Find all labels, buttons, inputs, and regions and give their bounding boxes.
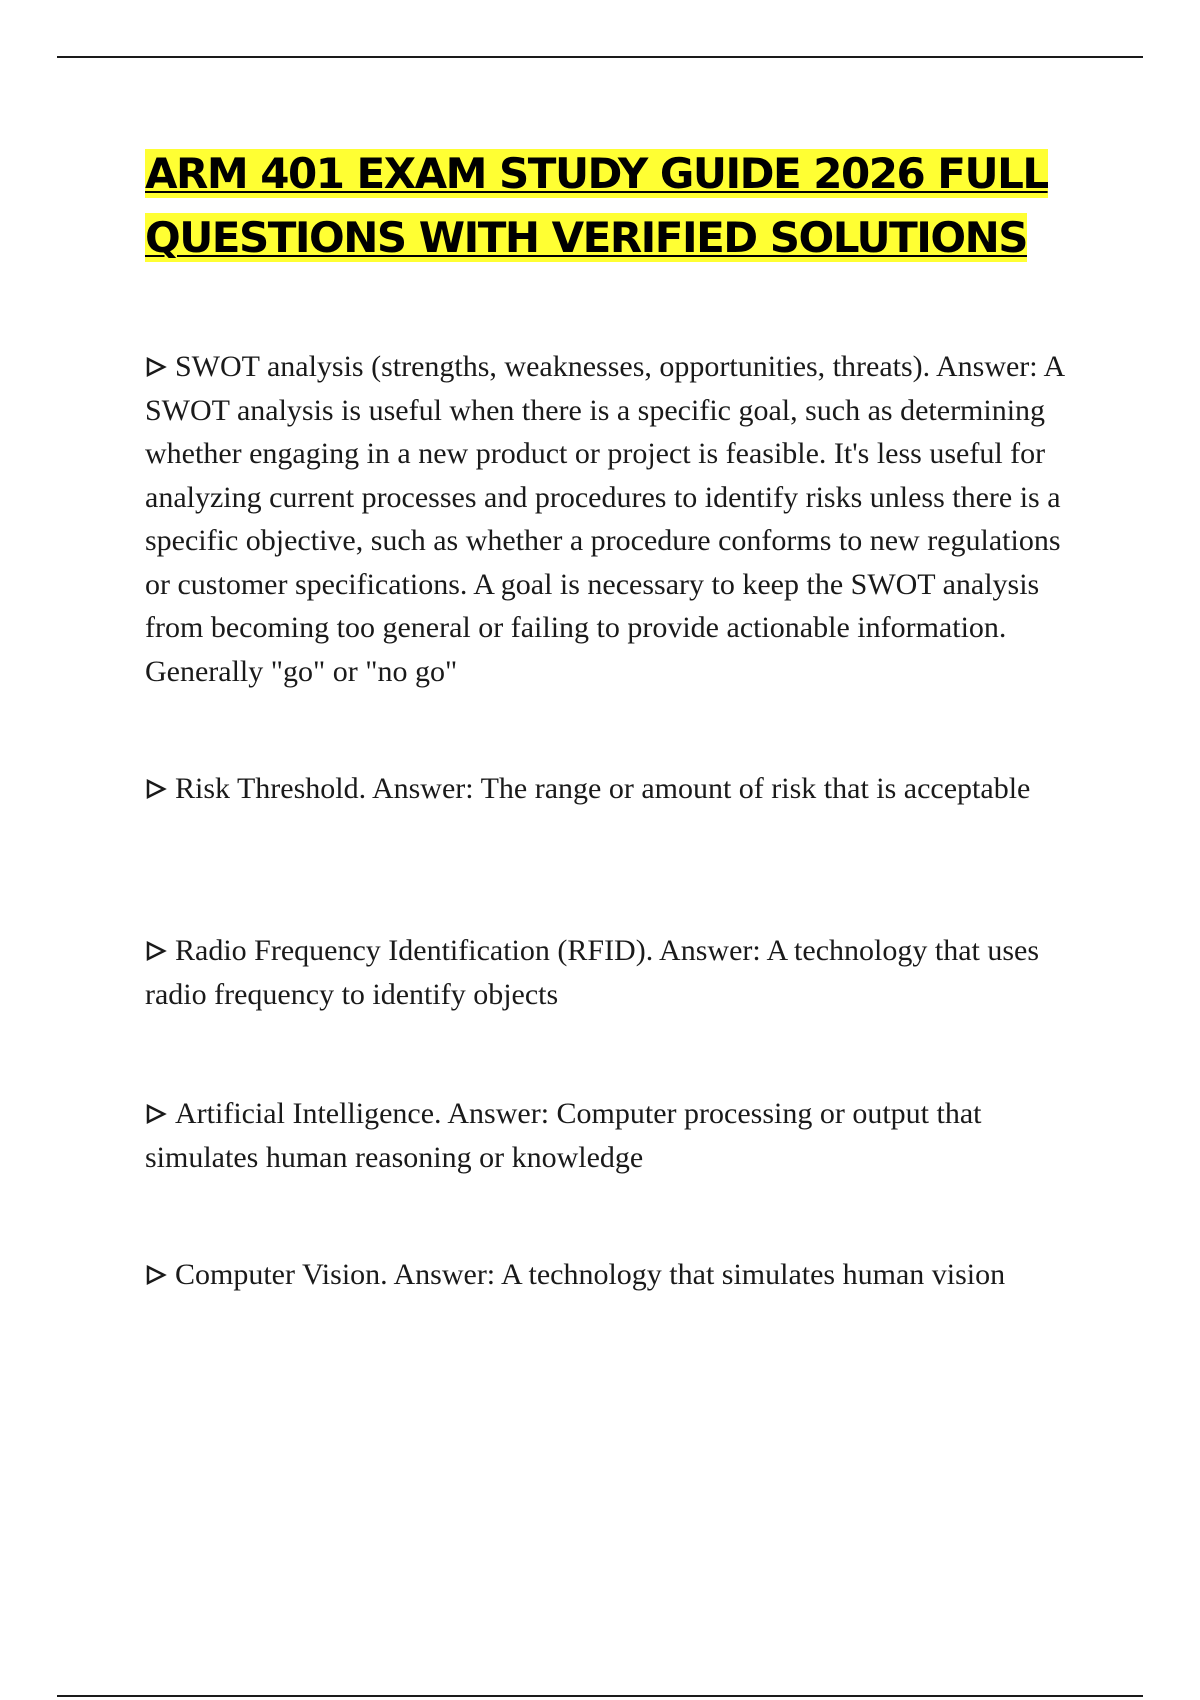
qa-entry-text: Risk Threshold. Answer: The range or amount of risk that is acceptable	[175, 772, 1031, 805]
qa-entry-swot	[145, 345, 1085, 693]
qa-entry-risk-threshold	[145, 767, 1085, 811]
triangle-right-outline-icon	[145, 1264, 167, 1286]
title-highlight: ARM 401 EXAM STUDY GUIDE 2026 FULL QUESTIONS WITH VERIFIED SOLUTIONS	[145, 149, 1048, 262]
qa-entry-rfid	[145, 929, 1085, 1016]
qa-entry-text: Radio Frequency Identification (RFID). Answer: A technology that uses radio frequency to identify objects	[145, 934, 1040, 1011]
bottom-rule	[57, 1695, 1143, 1697]
triangle-right-outline-icon	[145, 940, 167, 962]
triangle-right-outline-icon	[145, 356, 167, 378]
qa-entry-text: SWOT analysis (strengths, weaknesses, opportunities, threats). Answer: A SWOT analysis is useful when there is a specific goal, such as determining whether engaging in a new product or project is feasible. It's less useful for analyzing current processes and procedures to identify risks unless there is a specific objective, such as whether a procedure conforms to new regulations or customer specifications. A goal is necessary to keep the SWOT analysis from becoming too general or failing to provide actionable information. Generally "go" or "no go"	[145, 350, 1064, 688]
triangle-right-outline-icon	[145, 778, 167, 800]
qa-entry-artificial-intelligence	[145, 1092, 1085, 1179]
qa-entry-computer-vision	[145, 1253, 1085, 1297]
qa-entry-text: Computer Vision. Answer: A technology that simulates human vision	[175, 1258, 1006, 1291]
qa-entry-text: Artificial Intelligence. Answer: Computer processing or output that simulates human reasoning or knowledge	[145, 1097, 982, 1174]
triangle-right-outline-icon	[145, 1103, 167, 1125]
document-title	[145, 142, 1085, 270]
top-rule	[57, 56, 1143, 58]
